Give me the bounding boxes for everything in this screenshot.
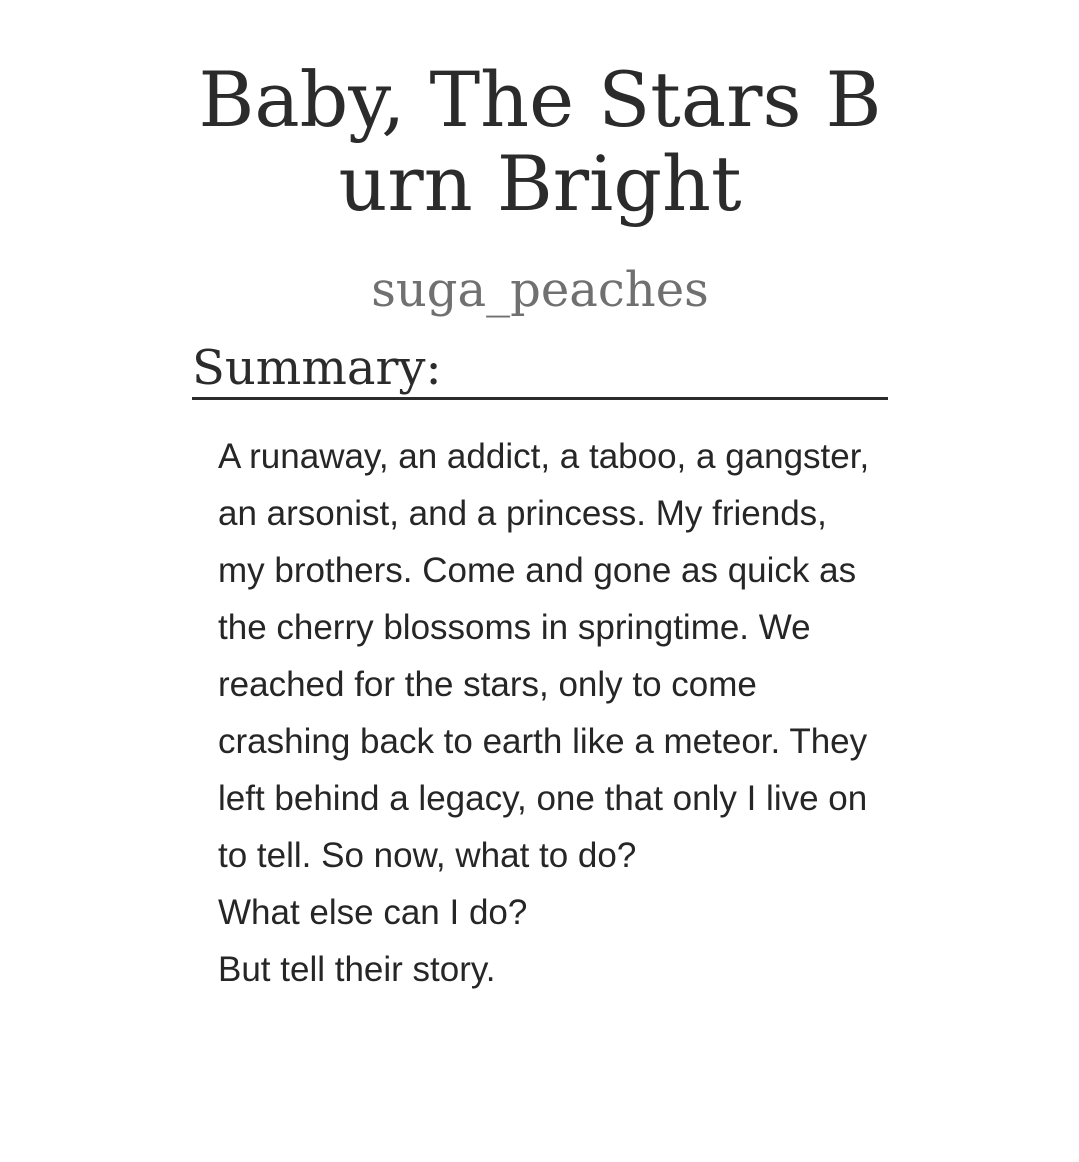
summary-paragraph: What else can I do? — [218, 893, 528, 932]
summary-text — [218, 428, 878, 998]
work-title-line-1: Baby, The Stars B — [198, 55, 882, 144]
work-title — [180, 55, 900, 228]
work-title-line-2: urn Bright — [338, 139, 742, 228]
summary-paragraph: But tell their story. — [218, 950, 496, 989]
summary-paragraph: A runaway, an addict, a taboo, a gangster, an arsonist, and a princess. My friends, my brothers. Come and gone as quick as the cherry blossoms in springtime. We reached for the stars, only to come crashing back to earth like a meteor. They left behind a legacy, one that only I live on to tell. So now, what to do? — [218, 437, 870, 875]
author-name[interactable]: suga_peaches — [371, 262, 709, 318]
summary-heading: Summary: — [192, 338, 888, 400]
